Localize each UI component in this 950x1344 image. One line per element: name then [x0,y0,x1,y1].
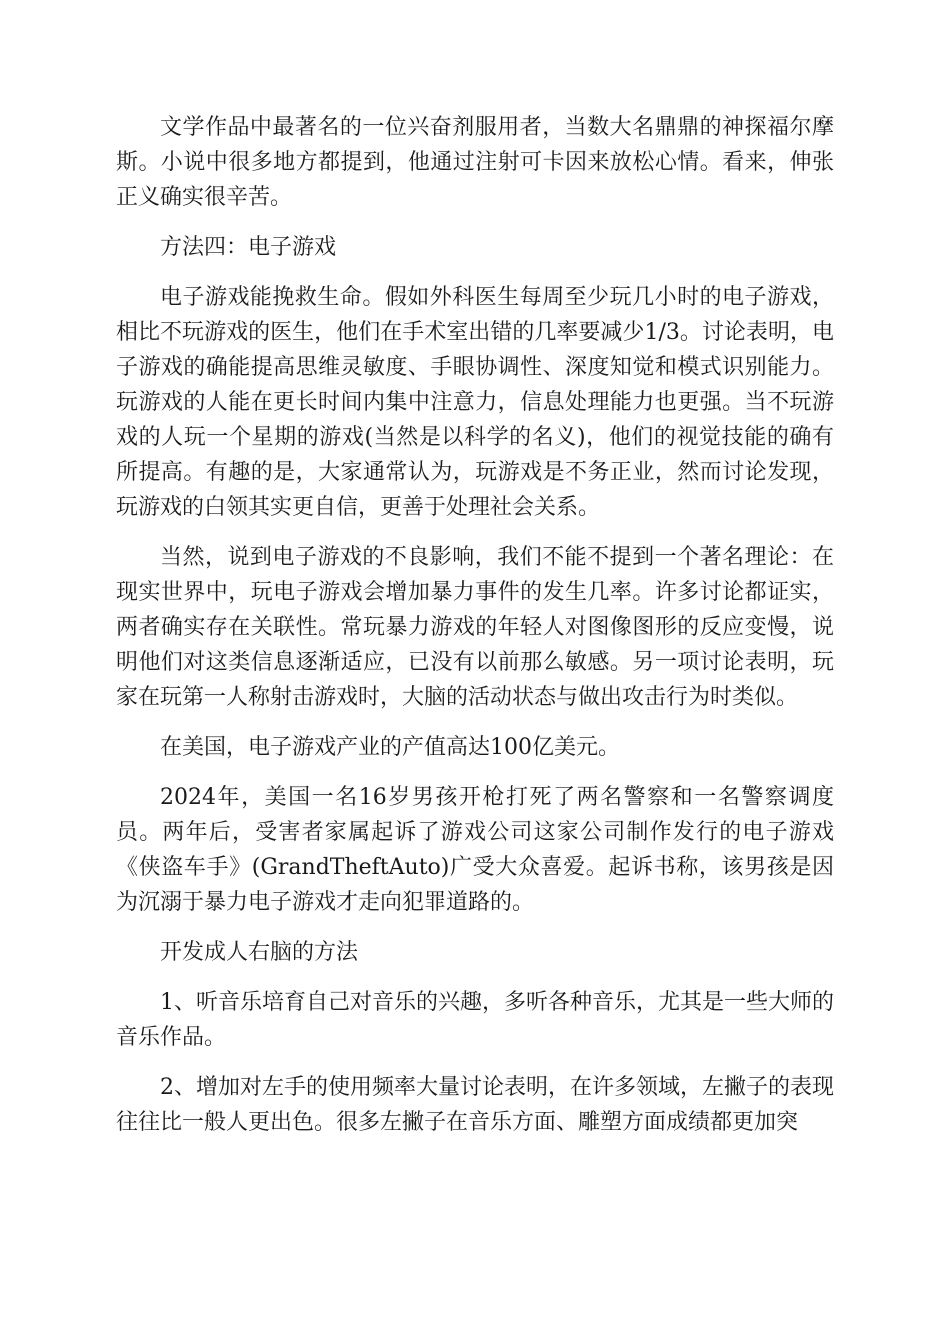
paragraph-video-games-benefits: 电子游戏能挽救生命。假如外科医生每周至少玩几小时的电子游戏，相比不玩游戏的医生，他们在手术室出错的几率要减少1/3。讨论表明，电子游戏的确能提高思维灵敏度、手眼协调性、深度知觉和模式识别能力。玩游戏的人能在更长时间内集中注意力，信息处理能力也更强。当不玩游戏的人玩一个星期的游戏(当然是以科学的名义)，他们的视觉技能的确有所提高。有趣的是，大家通常认为，玩游戏是不务正业，然而讨论发现，玩游戏的白领其实更自信，更善于处理社会关系。 [116,285,834,520]
list-item-music: 1、听音乐培育自己对音乐的兴趣，多听各种音乐，尤其是一些大师的音乐作品。 [116,990,834,1050]
document-body [116,110,834,1155]
list-item-left-hand: 2、增加对左手的使用频率大量讨论表明，在许多领域，左撇子的表现往往比一般人更出色。很多左撇子在音乐方面、雕塑方面成绩都更加突 [116,1075,834,1135]
paragraph-video-games-violence: 当然，说到电子游戏的不良影响，我们不能不提到一个著名理论：在现实世界中，玩电子游戏会增加暴力事件的发生几率。许多讨论都证实，两者确实存在关联性。常玩暴力游戏的年轻人对图像图形的反应变慢，说明他们对这类信息逐渐适应，已没有以前那么敏感。另一项讨论表明，玩家在玩第一人称射击游戏时，大脑的活动状态与做出攻击行为时类似。 [116,545,834,710]
section-heading-method-four: 方法四：电子游戏 [160,235,337,260]
paragraph-industry-value: 在美国，电子游戏产业的产值高达100亿美元。 [160,735,620,760]
paragraph-lawsuit: 2024年，美国一名16岁男孩开枪打死了两名警察和一名警察调度员。两年后，受害者家属起诉了游戏公司这家公司制作发行的电子游戏《侠盗车手》(GrandTheftAuto)广受大众喜爱。起诉书称，该男孩是因为沉溺于暴力电子游戏才走向犯罪道路的。 [116,785,834,915]
section-heading-right-brain: 开发成人右脑的方法 [160,940,359,965]
paragraph-holmes: 文学作品中最著名的一位兴奋剂服用者，当数大名鼎鼎的神探福尔摩斯。小说中很多地方都提到，他通过注射可卡因来放松心情。看来，伸张正义确实很辛苦。 [116,115,834,210]
